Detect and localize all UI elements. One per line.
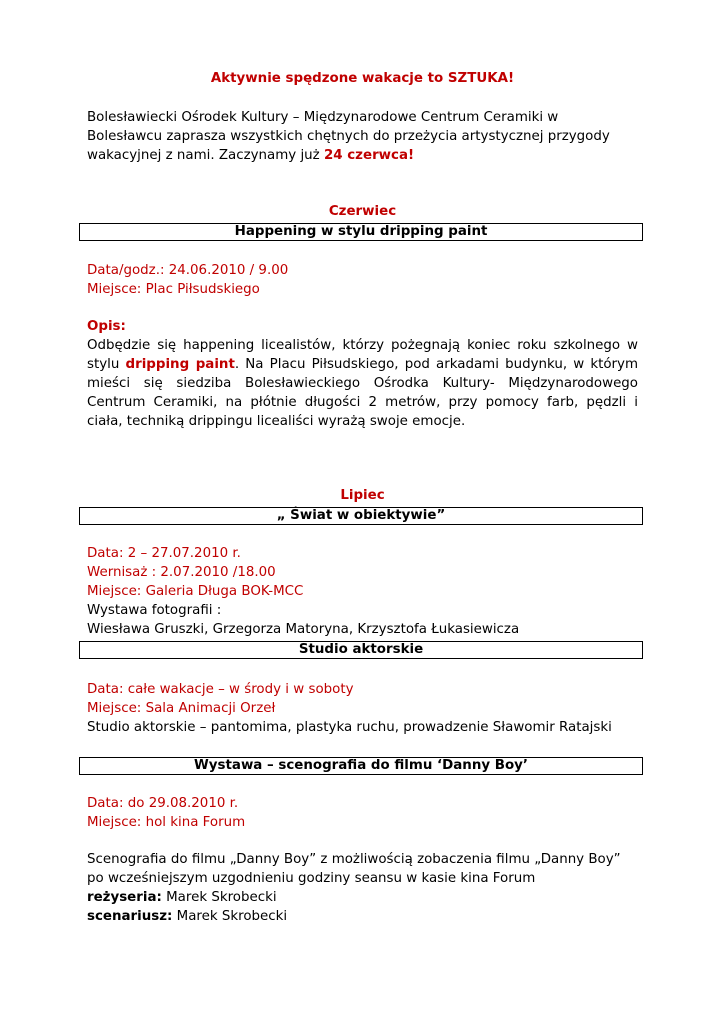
event-title-box-swiat: „ Świat w obiektywie” (79, 507, 643, 525)
june-desc-line-4: Centrum Ceramiki, na płótnie długości 2 metrów, przy pomocy farb, pędzli i (87, 395, 638, 410)
exhibition-desc-line-2: po wcześniejszym uzgodnieniu godziny seansu w kasie kina Forum (87, 871, 536, 886)
june-date: Data/godz.: 24.06.2010 / 9.00 (87, 263, 289, 278)
intro-line-3 (87, 147, 414, 165)
description-label: Opis: (87, 319, 126, 334)
june-desc-line-2 (87, 356, 638, 374)
writer-label: scenariusz: (87, 909, 173, 924)
june-desc-line-1: Odbędzie się happening licealistów, którzy pożegnają koniec roku szkolnego w (87, 338, 638, 353)
studio-desc: Studio aktorskie – pantomima, plastyka ruchu, prowadzenie Sławomir Ratajski (87, 720, 612, 735)
event-title-box-exhibition: Wystawa – scenografia do filmu ‘Danny Boy’ (79, 757, 643, 775)
desc-text: . Na Placu Piłsudskiego, pod arkadami budynku, w którym (234, 357, 638, 372)
intro-text: wakacyjnej z nami. Zaczynamy już (87, 148, 324, 163)
month-heading-june: Czerwiec (328, 204, 397, 219)
director-name: Marek Skrobecki (161, 890, 277, 905)
june-place: Miejsce: Plac Piłsudskiego (87, 282, 260, 297)
july-vernissage: Wernisaż : 2.07.2010 /18.00 (87, 565, 276, 580)
document-title: Aktywnie spędzone wakacje to SZTUKA! (210, 71, 515, 86)
director-line (87, 889, 277, 907)
writer-name: Marek Skrobecki (172, 909, 288, 924)
july-place: Miejsce: Galeria Długa BOK-MCC (87, 584, 304, 599)
highlight-dripping-paint: dripping paint (125, 357, 235, 372)
desc-text: stylu (87, 357, 126, 372)
director-label: reżyseria: (87, 890, 162, 905)
exhibition-place: Miejsce: hol kina Forum (87, 815, 246, 830)
july-desc-line-1: Wystawa fotografii : (87, 603, 222, 618)
event-title-box-studio: Studio aktorskie (79, 641, 643, 659)
start-date: 24 czerwca! (323, 148, 415, 163)
studio-place: Miejsce: Sala Animacji Orzeł (87, 701, 276, 716)
june-desc-line-5: ciała, techniką drippingu licealiści wyrażą swoje emocje. (87, 414, 466, 429)
month-heading-july: Lipiec (340, 488, 385, 503)
intro-line-1: Bolesławiecki Ośrodek Kultury – Międzynarodowe Centrum Ceramiki w (87, 110, 559, 125)
writer-line (87, 908, 287, 926)
exhibition-desc-line-1: Scenografia do filmu „Danny Boy” z możliwością zobaczenia filmu „Danny Boy” (87, 852, 621, 867)
july-desc-line-2: Wiesława Gruszki, Grzegorza Matoryna, Krzysztofa Łukasiewicza (87, 622, 520, 637)
june-desc-line-3: mieści się siedziba Bolesławieckiego Ośrodka Kultury- Międzynarodowego (87, 376, 638, 391)
july-date: Data: 2 – 27.07.2010 r. (87, 546, 241, 561)
studio-date: Data: całe wakacje – w środy i w soboty (87, 682, 354, 697)
event-title-box-happening: Happening w stylu dripping paint (79, 223, 643, 241)
exhibition-date: Data: do 29.08.2010 r. (87, 796, 239, 811)
intro-line-2: Bolesławcu zaprasza wszystkich chętnych do przeżycia artystycznej przygody (87, 129, 610, 144)
